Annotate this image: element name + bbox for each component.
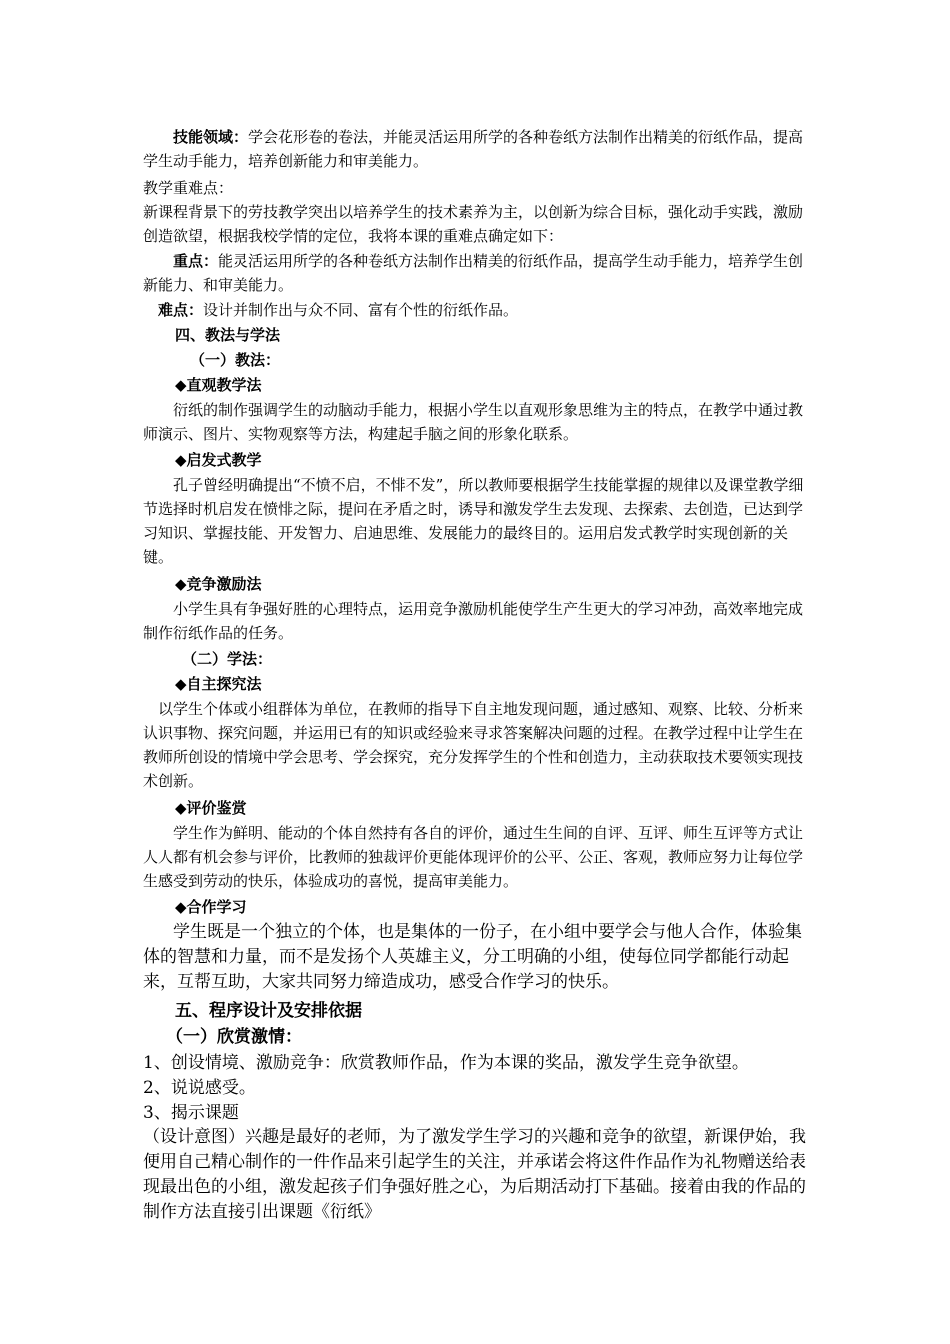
method-2-title: ◆启发式教学 bbox=[175, 451, 262, 469]
key-point-paragraph bbox=[143, 249, 815, 297]
method-3-title: ◆竞争激励法 bbox=[175, 575, 262, 593]
method-4-text: 以学生个体或小组群体为单位，在教师的指导下自主地发现问题，通过感知、观察、比较、分析来认识事物、探究问题，并运用已有的知识或经验来寻求答案解决问题的过程。在教学过程中让学生在教师所创设的情境中学会思考、学会探究，充分发挥学生的个性和创造力，主动获取技术要领实现技术创新。 bbox=[143, 700, 804, 790]
method-2-text: 孔子曾经明确提出“不愤不启，不悱不发”，所以教师要根据学生技能掌握的规律以及课堂教学细节选择时机启发在愤悱之际，提问在矛盾之时，诱导和激发学生去发现、去探索、去创造，已达到学习知识、掌握技能、开发智力、启迪思维、发展能力的最终目的。运用启发式教学时实现创新的关键。 bbox=[143, 476, 804, 566]
skill-text: 学会花形卷的卷法，并能灵活运用所学的各种卷纸方法制作出精美的衍纸作品，提高学生动手能力，培养创新能力和审美能力。 bbox=[143, 128, 804, 170]
appreciate-title: （一）欣赏激情： bbox=[166, 1027, 302, 1047]
method-6-text: 学生既是一个独立的个体，也是集体的一份子，在小组中要学会与他人合作，体验集体的智慧和力量，而不是发扬个人英雄主义，分工明确的小组，使每位同学都能行动起来，互帮互助，大家共同努力缔造成功，感受合作学习的快乐。 bbox=[143, 922, 802, 992]
difficulty-intro: 新课程背景下的劳技教学突出以培养学生的技术素养为主，以创新为综合目标，强化动手实践，激励创造欲望，根据我校学情的定位，我将本课的重难点确定如下： bbox=[143, 203, 804, 245]
method-3-text: 小学生具有争强好胜的心理特点，运用竞争激励机能使学生产生更大的学习冲劲，高效率地完成制作衍纸作品的任务。 bbox=[143, 600, 804, 642]
design-intent: （设计意图）兴趣是最好的老师，为了激发学生学习的兴趣和竞争的欲望，新课伊始，我便用自己精心制作的一件作品来引起学生的关注，并承诺会将这件作品作为礼物赠送给表现最出色的小组，激发起孩子们争强好胜之心，为后期活动打下基础。接着由我的作品的制作方法直接引出课题《衍纸》 bbox=[143, 1127, 806, 1222]
step-3: 3、揭示课题 bbox=[143, 1103, 239, 1123]
method-5-title: ◆评价鉴赏 bbox=[175, 799, 247, 817]
key-point-label: 重点： bbox=[173, 252, 219, 270]
method-6-title: ◆合作学习 bbox=[175, 898, 247, 916]
step-2: 2、说说感受。 bbox=[143, 1078, 256, 1098]
hard-point-text: 设计并制作出与众不同、富有个性的衍纸作品。 bbox=[203, 301, 519, 319]
section4-title: 四、教法与学法 bbox=[175, 326, 281, 344]
teach-title: （一）教法： bbox=[190, 351, 281, 369]
learn-title: （二）学法： bbox=[182, 650, 273, 668]
step-1: 1、创设情境、激励竞争：欣赏教师作品，作为本课的奖品，激发学生竞争欲望。 bbox=[143, 1053, 749, 1073]
difficulty-heading: 教学重难点： bbox=[143, 179, 234, 197]
method-4-title: ◆自主探究法 bbox=[175, 675, 262, 693]
method-5-text: 学生作为鲜明、能动的个体自然持有各自的评价，通过生生间的自评、互评、师生互评等方式让人人都有机会参与评价，比教师的独裁评价更能体现评价的公平、公正、客观，教师应努力让每位学生感受到劳动的快乐，体验成功的喜悦，提高审美能力。 bbox=[143, 824, 804, 890]
hard-point-label: 难点： bbox=[158, 301, 204, 319]
hard-point-paragraph bbox=[143, 298, 815, 322]
method-1-title: ◆直观教学法 bbox=[175, 376, 262, 394]
method-1-text: 衍纸的制作强调学生的动脑动手能力，根据小学生以直观形象思维为主的特点，在教学中通过教师演示、图片、实物观察等方法，构建起手脑之间的形象化联系。 bbox=[143, 401, 804, 443]
skill-label: 技能领域： bbox=[173, 128, 249, 146]
key-point-text: 能灵活运用所学的各种卷纸方法制作出精美的衍纸作品，提高学生动手能力，培养学生创新能力、和审美能力。 bbox=[143, 252, 804, 294]
section5-title: 五、程序设计及安排依据 bbox=[175, 1001, 362, 1021]
skill-paragraph bbox=[143, 125, 815, 173]
